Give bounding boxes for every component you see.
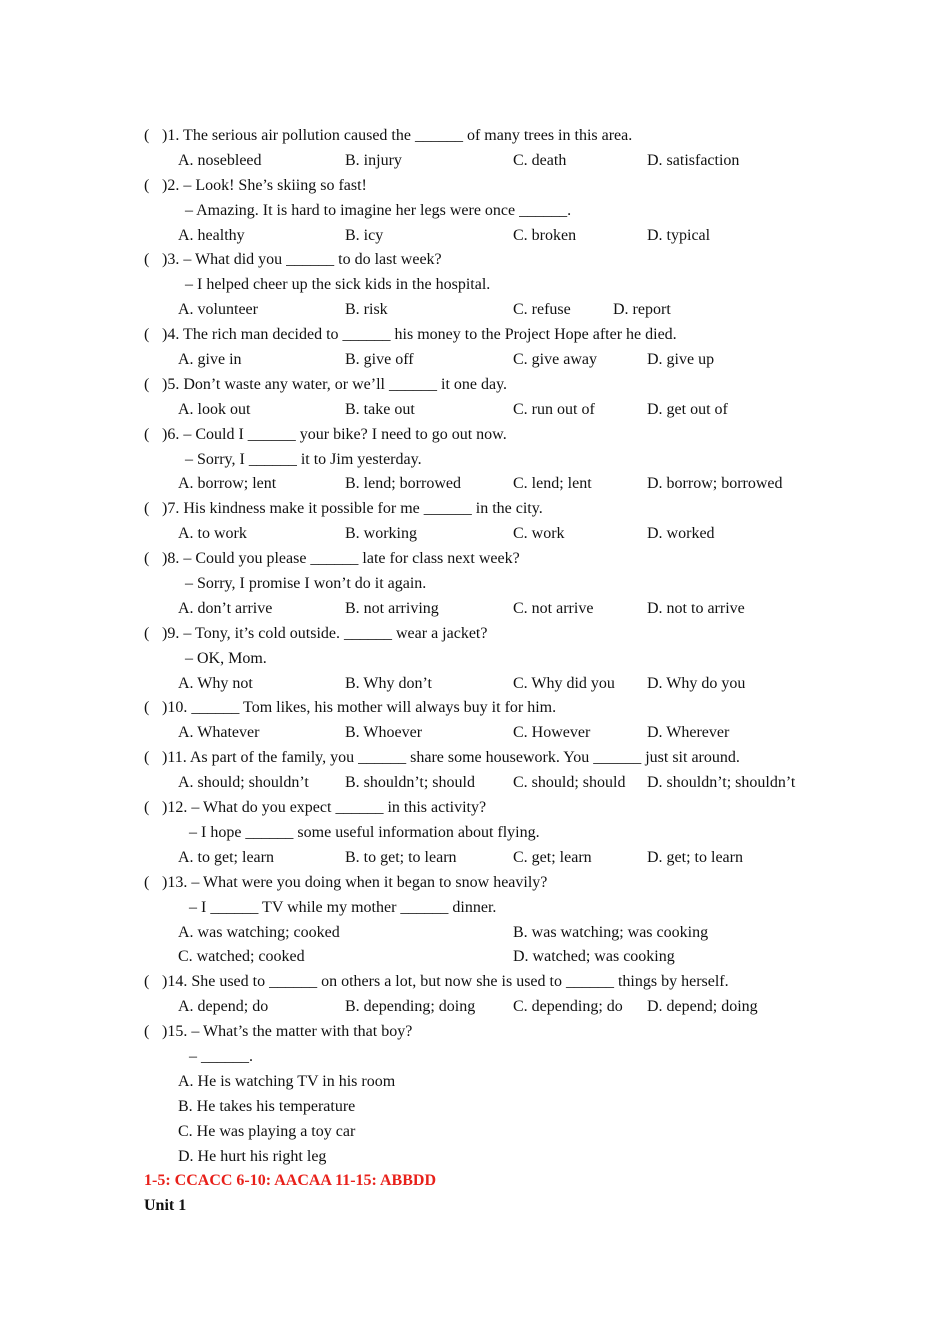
option-11-a: A. should; shouldn’t	[178, 774, 309, 792]
option-12-b: B. to get; to learn	[345, 848, 457, 866]
answer-paren: (	[144, 699, 150, 717]
question-6-stem	[0, 423, 950, 448]
option-3-a: A. volunteer	[178, 301, 258, 319]
options-row	[0, 398, 950, 423]
option-11-d: D. shouldn’t; shouldn’t	[647, 774, 796, 792]
option-8-c: C. not arrive	[513, 599, 594, 617]
option-15-a: B. He takes his temperature	[178, 1097, 356, 1115]
question-4-stem	[0, 323, 950, 348]
option-1-b: B. injury	[345, 151, 402, 169]
answer-key: 1-5: CCACC 6-10: AACAA 11-15: ABBDD	[144, 1172, 436, 1190]
question-5-stem	[0, 373, 950, 398]
question-15-stem	[0, 1020, 950, 1045]
options-row	[0, 995, 950, 1020]
question-12-stem	[0, 796, 950, 821]
question-3-stem	[0, 248, 950, 273]
question-text: )8. – Could you please ______ late for class next week?	[162, 550, 520, 568]
option-5-d: D. get out of	[647, 400, 728, 418]
options-row	[0, 597, 950, 622]
option-6-a: A. borrow; lent	[178, 475, 277, 493]
answer-paren: (	[144, 550, 150, 568]
question-dialogue-line	[0, 647, 950, 672]
options-row	[0, 1145, 950, 1170]
option-5-b: B. take out	[345, 400, 415, 418]
option-14-b: B. depending; doing	[345, 998, 476, 1016]
question-text: )9. – Tony, it’s cold outside. ______ wear a jacket?	[162, 624, 488, 642]
option-3-d: D. report	[613, 301, 671, 319]
options-row	[0, 721, 950, 746]
option-6-b: B. lend; borrowed	[345, 475, 461, 493]
option-11-b: B. shouldn’t; should	[345, 774, 475, 792]
question-11-stem	[0, 746, 950, 771]
question-text: )4. The rich man decided to ______ his money to the Project Hope after he died.	[162, 326, 677, 344]
question-dialogue-line	[0, 199, 950, 224]
question-dialogue-line	[0, 821, 950, 846]
answer-paren: (	[144, 326, 150, 344]
unit-heading: Unit 1	[144, 1197, 187, 1215]
question-text: )13. – What were you doing when it began to snow heavily?	[162, 873, 548, 891]
options-row	[0, 846, 950, 871]
question-10-stem	[0, 696, 950, 721]
option-7-b: B. working	[345, 525, 417, 543]
question-text: )5. Don’t waste any water, or we’ll ______ it one day.	[162, 375, 508, 393]
option-13-b: D. watched; was cooking	[513, 948, 675, 966]
question-text: )10. ______ Tom likes, his mother will always buy it for him.	[162, 699, 557, 717]
option-2-b: B. icy	[345, 226, 384, 244]
option-3-b: B. risk	[345, 301, 388, 319]
option-15-a: A. He is watching TV in his room	[178, 1072, 396, 1090]
options-row	[0, 224, 950, 249]
option-6-c: C. lend; lent	[513, 475, 592, 493]
option-13-a: C. watched; cooked	[178, 948, 305, 966]
option-15-a: D. He hurt his right leg	[178, 1147, 327, 1165]
option-7-d: D. worked	[647, 525, 715, 543]
answer-paren: (	[144, 425, 150, 443]
option-5-a: A. look out	[178, 400, 251, 418]
option-10-c: C. However	[513, 724, 591, 742]
answer-paren: (	[144, 973, 150, 991]
options-row	[0, 771, 950, 796]
question-text: )6. – Could I ______ your bike? I need to go out now.	[162, 425, 507, 443]
dialogue-text: – Amazing. It is hard to imagine her legs were once ______.	[185, 201, 572, 219]
option-12-a: A. to get; learn	[178, 848, 274, 866]
question-text: )14. She used to ______ on others a lot, but now she is used to ______ things by herself.	[162, 973, 729, 991]
options-row	[0, 1070, 950, 1095]
option-11-c: C. should; should	[513, 774, 626, 792]
question-1-stem	[0, 124, 950, 149]
options-row	[0, 348, 950, 373]
options-row	[0, 945, 950, 970]
option-10-d: D. Wherever	[647, 724, 730, 742]
option-2-a: A. healthy	[178, 226, 245, 244]
option-2-c: C. broken	[513, 226, 577, 244]
option-7-c: C. work	[513, 525, 565, 543]
answer-paren: (	[144, 799, 150, 817]
option-8-d: D. not to arrive	[647, 599, 745, 617]
option-2-d: D. typical	[647, 226, 711, 244]
answer-paren: (	[144, 749, 150, 767]
option-5-c: C. run out of	[513, 400, 595, 418]
answer-paren: (	[144, 624, 150, 642]
question-14-stem	[0, 970, 950, 995]
options-row	[0, 672, 950, 697]
question-9-stem	[0, 622, 950, 647]
question-text: )11. As part of the family, you ______ share some housework. You ______ just sit around.	[162, 749, 740, 767]
option-9-d: D. Why do you	[647, 674, 746, 692]
question-8-stem	[0, 547, 950, 572]
option-3-c: C. refuse	[513, 301, 571, 319]
question-text: )7. His kindness make it possible for me ______ in the city.	[162, 500, 543, 518]
option-9-b: B. Why don’t	[345, 674, 432, 692]
option-8-a: A. don’t arrive	[178, 599, 273, 617]
question-dialogue-line	[0, 448, 950, 473]
option-10-b: B. Whoever	[345, 724, 423, 742]
question-dialogue-line	[0, 273, 950, 298]
dialogue-text: – OK, Mom.	[185, 649, 267, 667]
option-14-a: A. depend; do	[178, 998, 269, 1016]
dialogue-text: – I hope ______ some useful information about flying.	[189, 823, 540, 841]
option-4-c: C. give away	[513, 351, 597, 369]
option-1-c: C. death	[513, 151, 567, 169]
option-13-a: A. was watching; cooked	[178, 923, 340, 941]
option-15-a: C. He was playing a toy car	[178, 1122, 356, 1140]
options-row	[0, 472, 950, 497]
option-10-a: A. Whatever	[178, 724, 260, 742]
option-14-c: C. depending; do	[513, 998, 623, 1016]
options-row	[0, 149, 950, 174]
dialogue-text: – ______.	[189, 1047, 253, 1065]
dialogue-text: – Sorry, I ______ it to Jim yesterday.	[185, 450, 422, 468]
option-4-d: D. give up	[647, 351, 715, 369]
question-dialogue-line	[0, 572, 950, 597]
question-text: )12. – What do you expect ______ in this activity?	[162, 799, 487, 817]
answer-paren: (	[144, 176, 150, 194]
options-row	[0, 921, 950, 946]
answer-paren: (	[144, 251, 150, 269]
answer-paren: (	[144, 1023, 150, 1041]
dialogue-text: – Sorry, I promise I won’t do it again.	[185, 575, 427, 593]
answer-paren: (	[144, 873, 150, 891]
question-text: )1. The serious air pollution caused the ______ of many trees in this area.	[162, 127, 633, 144]
answer-paren: (	[144, 127, 150, 144]
question-text: )15. – What’s the matter with that boy?	[162, 1023, 413, 1041]
option-1-a: A. nosebleed	[178, 151, 262, 169]
option-4-a: A. give in	[178, 351, 242, 369]
answer-paren: (	[144, 375, 150, 393]
option-7-a: A. to work	[178, 525, 247, 543]
option-12-c: C. get; learn	[513, 848, 592, 866]
option-9-c: C. Why did you	[513, 674, 615, 692]
option-1-d: D. satisfaction	[647, 151, 740, 169]
option-8-b: B. not arriving	[345, 599, 439, 617]
option-9-a: A. Why not	[178, 674, 253, 692]
question-dialogue-line	[0, 1045, 950, 1070]
answer-paren: (	[144, 500, 150, 518]
worksheet-page	[0, 124, 950, 1219]
option-6-d: D. borrow; borrowed	[647, 475, 783, 493]
option-12-d: D. get; to learn	[647, 848, 743, 866]
question-7-stem	[0, 497, 950, 522]
options-row	[0, 1120, 950, 1145]
options-row	[0, 1095, 950, 1120]
question-text: )2. – Look! She’s skiing so fast!	[162, 176, 367, 194]
unit-heading-line	[0, 1194, 950, 1219]
question-2-stem	[0, 174, 950, 199]
question-text: )3. – What did you ______ to do last week?	[162, 251, 442, 269]
answer-key-line	[0, 1169, 950, 1194]
option-4-b: B. give off	[345, 351, 414, 369]
dialogue-text: – I ______ TV while my mother ______ dinner.	[189, 898, 497, 916]
question-dialogue-line	[0, 896, 950, 921]
option-14-d: D. depend; doing	[647, 998, 758, 1016]
question-13-stem	[0, 871, 950, 896]
options-row	[0, 522, 950, 547]
options-row	[0, 298, 950, 323]
option-13-b: B. was watching; was cooking	[513, 923, 709, 941]
dialogue-text: – I helped cheer up the sick kids in the hospital.	[185, 276, 491, 294]
